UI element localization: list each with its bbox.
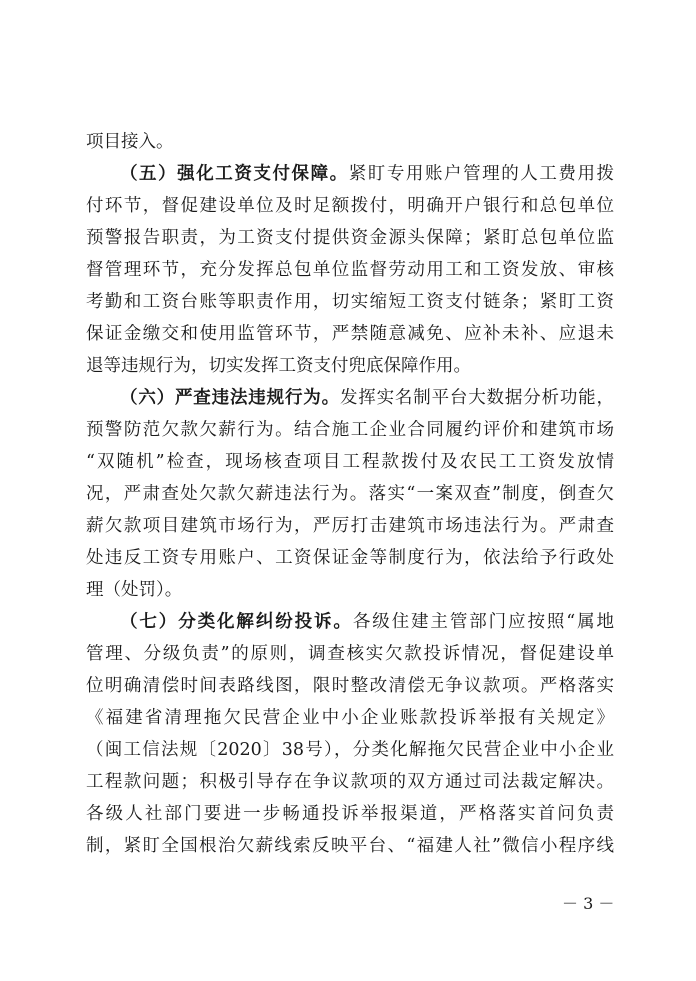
line-text: 制，紧盯全国根治欠薪线索反映平台、“福建人社”微信小程序线	[86, 836, 614, 856]
text-line	[86, 450, 614, 474]
line-text: 处违反工资专用账户、工资保证金等制度行为，依法给予行政处	[86, 548, 614, 568]
text-line	[86, 354, 614, 378]
line-text: 预警防范欠款欠薪行为。结合施工企业合同履约评价和建筑市场	[86, 420, 614, 440]
section-heading-7: （七）分类化解纠纷投诉。	[120, 612, 353, 632]
line-text: 薪欠款项目建筑市场行为，严厉打击建筑市场违法行为。严肃查	[86, 516, 614, 536]
text-line	[86, 514, 614, 538]
text-line	[86, 546, 614, 570]
text-line	[86, 322, 614, 346]
line-text: 考勤和工资台账等职责作用，切实缩短工资支付链条；紧盯工资	[86, 292, 614, 312]
text-line	[86, 834, 614, 858]
text-line	[86, 802, 614, 826]
line-text: 《福建省清理拖欠民营企业中小企业账款投诉举报有关规定》	[86, 708, 614, 728]
text-line	[86, 130, 614, 154]
line-text: 预警报告职责，为工资支付提供资金源头保障；紧盯总包单位监	[86, 228, 614, 248]
section-heading-6: （六）严查违法违规行为。	[120, 388, 340, 408]
line-text: 各级住建主管部门应按照“属地	[352, 612, 614, 632]
text-line	[86, 290, 614, 314]
line-text: 位明确清偿时间表路线图，限时整改清偿无争议款项。严格落实	[86, 676, 614, 696]
text-line	[86, 706, 614, 730]
line-text: 督管理环节，充分发挥总包单位监督劳动用工和工资发放、审核	[86, 260, 614, 280]
page-number: － 3 －	[562, 894, 615, 913]
line-text: （闽工信法规〔2020〕38号），分类化解拖欠民营企业中小企业	[86, 740, 614, 760]
line-text: 保证金缴交和使用监管环节，严禁随意减免、应补未补、应退未	[86, 324, 614, 344]
line-text: “双随机”检查，现场核查项目工程款拨付及农民工工资发放情	[86, 452, 614, 472]
line-text: 工程款问题；积极引导存在争议款项的双方通过司法裁定解决。	[86, 772, 614, 792]
section-heading-line	[120, 162, 614, 186]
section-heading-5: （五）强化工资支付保障。	[120, 164, 349, 184]
text-line	[86, 642, 614, 666]
section-heading-line	[120, 386, 614, 410]
text-line	[86, 418, 614, 442]
text-line	[86, 482, 614, 506]
line-text: 退等违规行为，切实发挥工资支付兜底保障作用。	[86, 356, 471, 376]
line-text: 紧盯专用账户管理的人工费用拨	[348, 164, 615, 184]
line-text: 各级人社部门要进一步畅通投诉举报渠道，严格落实首问负责	[86, 804, 614, 824]
text-line	[86, 770, 614, 794]
text-line	[86, 578, 614, 602]
line-text: 管理、分级负责”的原则，调查核实欠款投诉情况，督促建设单	[86, 644, 614, 664]
line-text: 付环节，督促建设单位及时足额拨付，明确开户银行和总包单位	[86, 196, 614, 216]
line-text: 理（处罚）。	[86, 580, 183, 600]
text-line	[86, 226, 614, 250]
text-line	[86, 258, 614, 282]
section-heading-line	[120, 610, 614, 634]
line-text: 项目接入。	[86, 132, 174, 152]
text-line	[86, 674, 614, 698]
line-text: 发挥实名制平台大数据分析功能，	[339, 388, 615, 408]
text-line	[86, 738, 614, 762]
text-line	[86, 194, 614, 218]
line-text: 况，严肃查处欠款欠薪违法行为。落实“一案双查”制度，倒查欠	[86, 484, 614, 504]
